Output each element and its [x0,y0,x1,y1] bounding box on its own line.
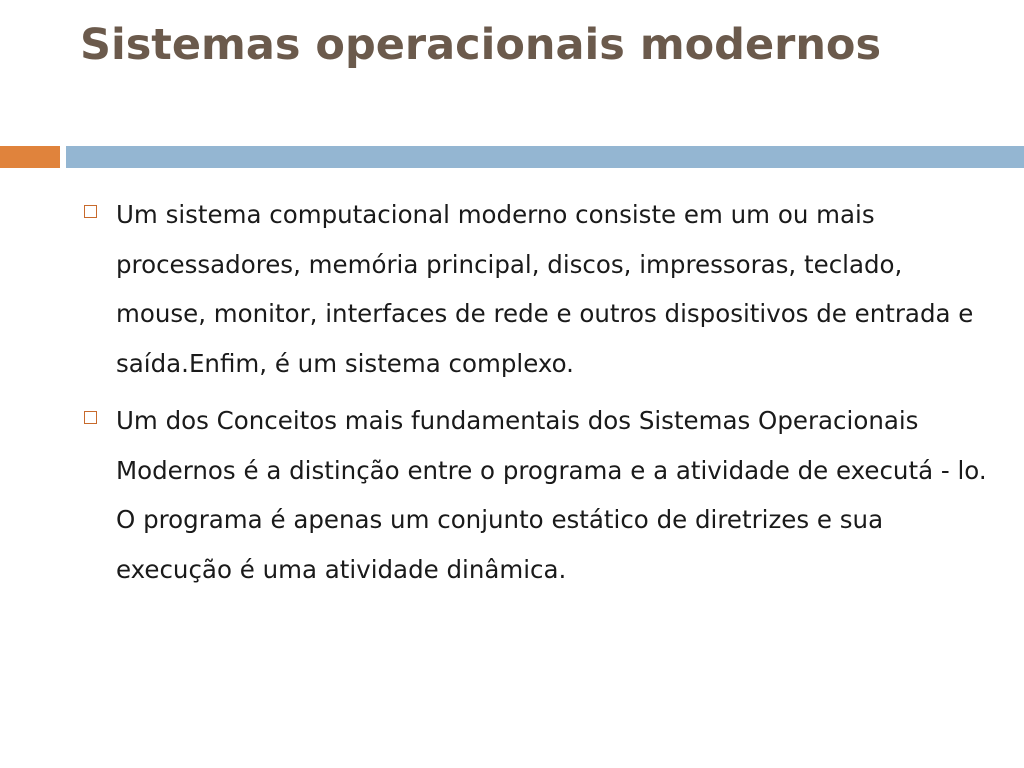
accent-bar-orange [0,146,60,168]
bullet-text: Um dos Conceitos mais fundamentais dos Sistemas Operacionais Modernos é a distinção entre o programa e a atividade de executá - lo. O programa é apenas um conjunto estático de diretrizes e sua execução é uma atividade dinâmica. [116,406,987,584]
bullet-text: Um sistema computacional moderno consiste em um ou mais processadores, memória principal, discos, impressoras, teclado, mouse, monitor, interfaces de rede e outros dispositivos de entrada e saída.Enfim, é um sistema complexo. [116,200,974,378]
bullet-item [80,396,990,594]
square-bullet-icon [84,205,97,218]
bullet-item [80,190,990,388]
accent-bar-blue [66,146,1024,168]
slide-title: Sistemas operacionais modernos [80,20,882,70]
square-bullet-icon [84,411,97,424]
bullet-list [80,190,990,602]
